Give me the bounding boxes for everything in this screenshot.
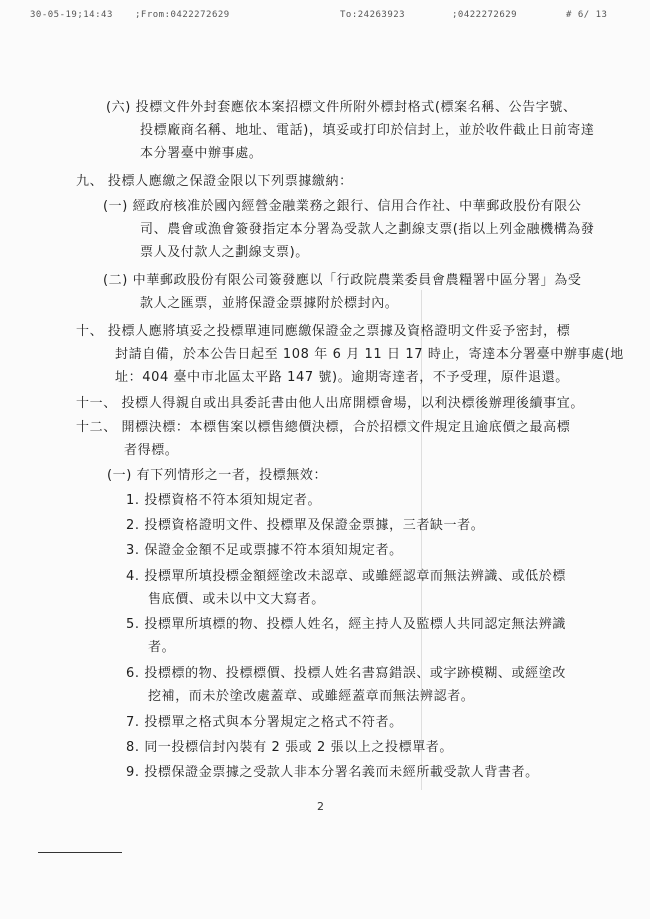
fax-to: To:24263923 bbox=[340, 10, 406, 20]
list-item-continuation: 者。 bbox=[148, 640, 176, 655]
fax-to-number: ;0422272629 bbox=[452, 10, 518, 20]
section-heading: 十二、 開標決標：本標售案以標售總價決標，合於招標文件規定且逾底價之最高標 bbox=[76, 420, 571, 435]
text-line: (二) 中華郵政股份有限公司簽發應以「行政院農業委員會農糧署中區分署」為受 bbox=[103, 273, 582, 288]
list-item: 7. 投標單之格式與本分署規定之格式不符者。 bbox=[126, 715, 403, 730]
list-item-continuation: 售底價、或未以中文大寫者。 bbox=[148, 592, 325, 607]
page-number: 2 bbox=[317, 800, 324, 813]
scan-artifact-line bbox=[421, 290, 422, 790]
list-item: 1. 投標資格不符本須知規定者。 bbox=[126, 493, 322, 508]
text-line: 投標廠商名稱、地址、電話)，填妥或打印於信封上，並於收件截止日前寄達 bbox=[140, 123, 595, 138]
fax-page-count: # 6/ 13 bbox=[566, 10, 608, 20]
subsection-heading: (一) 有下列情形之一者，投標無效： bbox=[107, 468, 328, 483]
text-line: 者得標。 bbox=[124, 443, 179, 458]
list-item: 9. 投標保證金票據之受款人非本分署名義而未經所載受款人背書者。 bbox=[126, 765, 539, 780]
fax-datetime: 30-05-19;14:43 bbox=[30, 10, 113, 20]
section-heading: 十一、 投標人得親自或出具委託書由他人出席開標會場，以利決標後辦理後續事宜。 bbox=[76, 396, 584, 411]
footnote-rule bbox=[38, 852, 122, 853]
text-line: 本分署臺中辦事處。 bbox=[140, 146, 263, 161]
list-item: 3. 保證金金額不足或票據不符本須知規定者。 bbox=[126, 543, 403, 558]
list-item: 5. 投標單所填標的物、投標人姓名，經主持人及監標人共同認定無法辨識 bbox=[126, 617, 566, 632]
text-line: 票人及付款人之劃線支票)。 bbox=[140, 245, 309, 260]
list-item: 4. 投標單所填投標金額經塗改未認章、或雖經認章而無法辨識、或低於標 bbox=[126, 569, 566, 584]
text-line: (一) 經政府核准於國內經營金融業務之銀行、信用合作社、中華郵政股份有限公 bbox=[103, 199, 582, 214]
list-item: 8. 同一投標信封內裝有 2 張或 2 張以上之投標單者。 bbox=[126, 740, 454, 755]
text-line: 款人之匯票，並將保證金票據附於標封內。 bbox=[140, 296, 399, 311]
fax-from: ;From:0422272629 bbox=[135, 10, 230, 20]
text-line: 址：404 臺中市北區太平路 147 號)。逾期寄達者，不予受理，原件退還。 bbox=[115, 370, 569, 385]
text-line: (六) 投標文件外封套應依本案招標文件所附外標封格式(標案名稱、公告字號、 bbox=[106, 100, 577, 115]
section-heading: 十、 投標人應將填妥之投標單連同應繳保證金之票據及資格證明文件妥予密封，標 bbox=[76, 324, 571, 339]
list-item: 6. 投標標的物、投標標價、投標人姓名書寫錯誤、或字跡模糊、或經塗改 bbox=[126, 666, 566, 681]
text-line: 司、農會或漁會簽發指定本分署為受款人之劃線支票(指以上列金融機構為發 bbox=[140, 222, 595, 237]
list-item-continuation: 挖補，而未於塗改處蓋章、或雖經蓋章而無法辨認者。 bbox=[148, 689, 475, 704]
section-heading: 九、 投標人應繳之保證金限以下列票據繳納： bbox=[76, 174, 353, 189]
text-line: 封請自備，於本公告日起至 108 年 6 月 11 日 17 時止，寄達本分署臺中辦事處(地 bbox=[115, 347, 624, 362]
list-item: 2. 投標資格證明文件、投標單及保證金票據，三者缺一者。 bbox=[126, 518, 485, 533]
